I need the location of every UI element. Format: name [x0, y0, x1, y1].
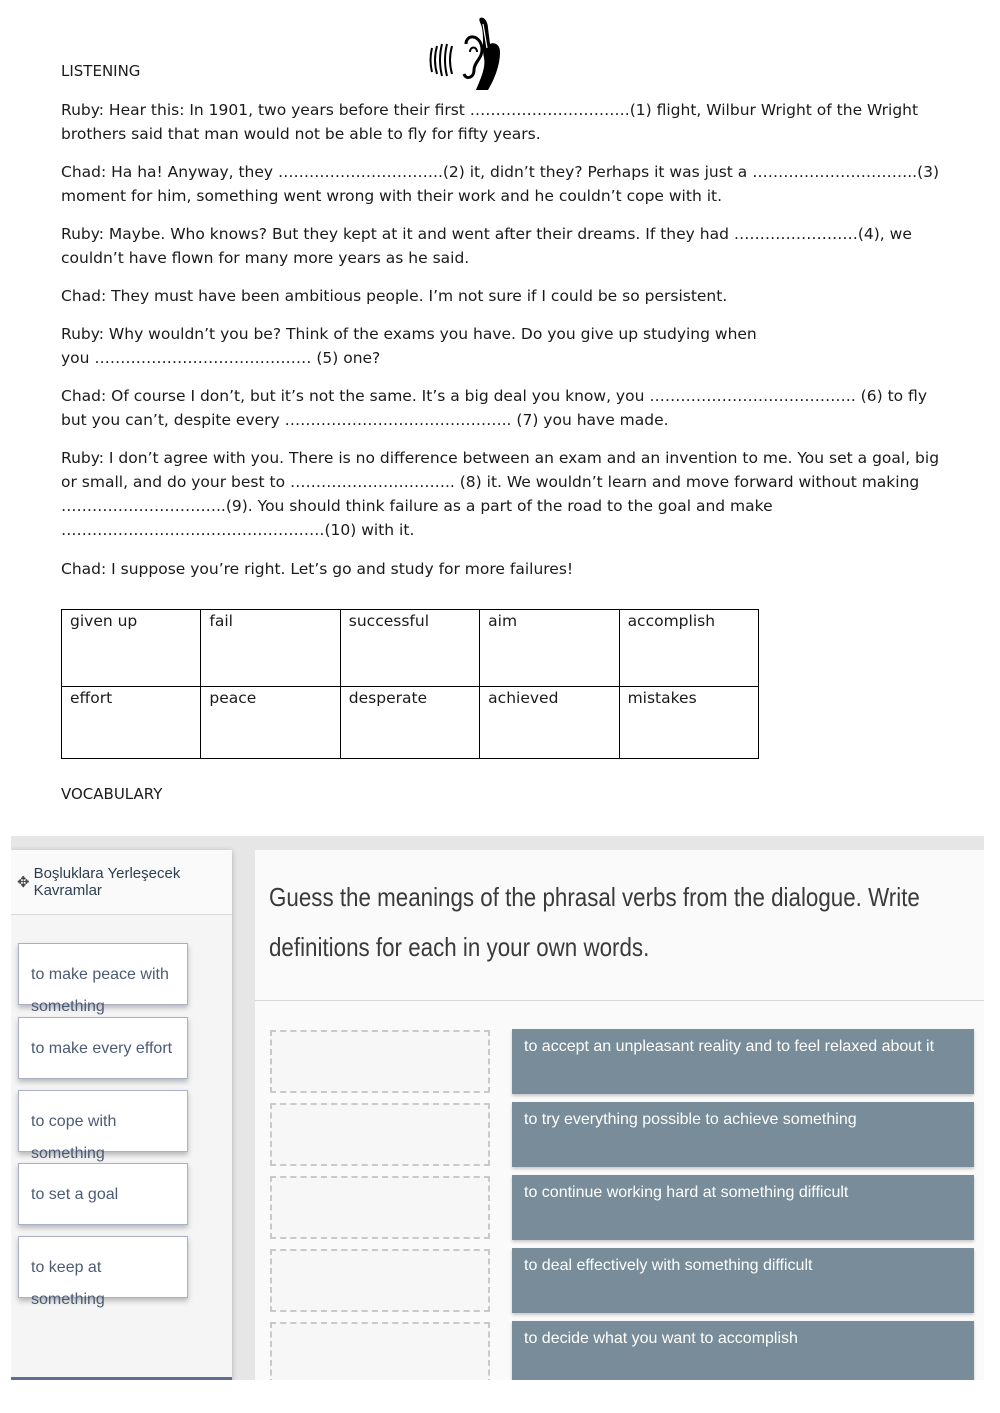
draggable-term[interactable] [18, 943, 188, 1015]
definition-card: to deal effectively with something difficult [512, 1248, 974, 1313]
dialogue-line-5: Ruby: Why wouldn’t you be? Think of the exams you have. Do you give up studying when you …………………………………… (5) one? [61, 325, 757, 367]
draggable-term[interactable] [18, 1090, 188, 1162]
word-bank-cell: mistakes [619, 687, 758, 759]
term-label: to cope with something [31, 1113, 117, 1162]
definition-card: to decide what you want to accomplish [512, 1321, 974, 1380]
word-bank-cell: accomplish [619, 610, 758, 687]
instruction-text: Guess the meanings of the phrasal verbs from the dialogue. Write definitions for each in your own words. [269, 882, 920, 962]
term-label: to keep at something [31, 1259, 105, 1308]
term-label: to set a goal [31, 1186, 119, 1203]
dialogue-line-8: Chad: I suppose you’re right. Let’s go and study for more failures! [61, 560, 574, 578]
word-bank-cell: given up [62, 610, 201, 687]
terms-panel-header [11, 850, 232, 915]
word-bank-table [61, 609, 759, 759]
word-bank-cell: successful [340, 610, 479, 687]
matching-widget [11, 836, 984, 1380]
terms-panel [11, 850, 232, 1380]
divider [255, 1000, 984, 1001]
drop-zone[interactable] [270, 1176, 490, 1239]
definition-card: to try everything possible to achieve something [512, 1102, 974, 1167]
word-bank-cell: achieved [480, 687, 619, 759]
drop-zone[interactable] [270, 1322, 490, 1380]
dialogue-line-4: Chad: They must have been ambitious people. I’m not sure if I could be so persistent. [61, 287, 728, 305]
matching-area [255, 850, 984, 1380]
dialogue-line-7: Ruby: I don’t agree with you. There is no difference between an exam and an invention to me. You set a goal, big or small, and do your best to ………………………….. (8) it. We wouldn’t learn and move forward without making …………………………..(9). You should think failure as a part of the road to the goal and make ……………………………………………(10) with it. [61, 449, 940, 539]
move-arrows-icon: ✥ [17, 874, 30, 891]
drop-zone[interactable] [270, 1249, 490, 1312]
term-label: to make every effort [31, 1040, 173, 1057]
draggable-term[interactable] [18, 1163, 188, 1225]
definition-card: to accept an unpleasant reality and to feel relaxed about it [512, 1029, 974, 1094]
dialogue-line-3: Ruby: Maybe. Who knows? But they kept at it and went after their dreams. If they had ……………………(4), we couldn’t have flown for many more years as he said. [61, 225, 912, 267]
dialogue-line-2: Chad: Ha ha! Anyway, they …………………………..(2) it, didn’t they? Perhaps it was just a …………………………..(3) moment for him, something went wrong with their work and he couldn’t cope with it. [61, 163, 940, 205]
drop-zone[interactable] [270, 1103, 490, 1166]
panel-footer-bar [11, 1377, 232, 1380]
drop-zone[interactable] [270, 1030, 490, 1093]
draggable-term[interactable] [18, 1017, 188, 1079]
listening-heading: LISTENING [61, 62, 141, 80]
word-bank-cell: aim [480, 610, 619, 687]
word-bank-row [62, 610, 759, 687]
definition-card: to continue working hard at something difficult [512, 1175, 974, 1240]
draggable-term[interactable] [18, 1236, 188, 1308]
ear-listening-icon [426, 14, 508, 94]
word-bank-cell: effort [62, 687, 201, 759]
word-bank-cell: desperate [340, 687, 479, 759]
terms-panel-title: Boşluklara Yerleşecek Kavramlar [33, 865, 181, 899]
word-bank-cell: fail [201, 610, 340, 687]
word-bank-row [62, 687, 759, 759]
dialogue-line-6: Chad: Of course I don’t, but it’s not the same. It’s a big deal you know, you …………………………………. (6) to fly but you can’t, despite every …………………………………….. (7) you have made. [61, 387, 927, 429]
dialogue-line-1: Ruby: Hear this: In 1901, two years before their first ………………………….(1) flight, Wilbur Wright of the Wright brothers said that man would not be able to fly for fifty years. [61, 101, 919, 143]
vocabulary-heading: VOCABULARY [61, 785, 163, 803]
word-bank-cell: peace [201, 687, 340, 759]
term-label: to make peace with something [31, 966, 169, 1015]
